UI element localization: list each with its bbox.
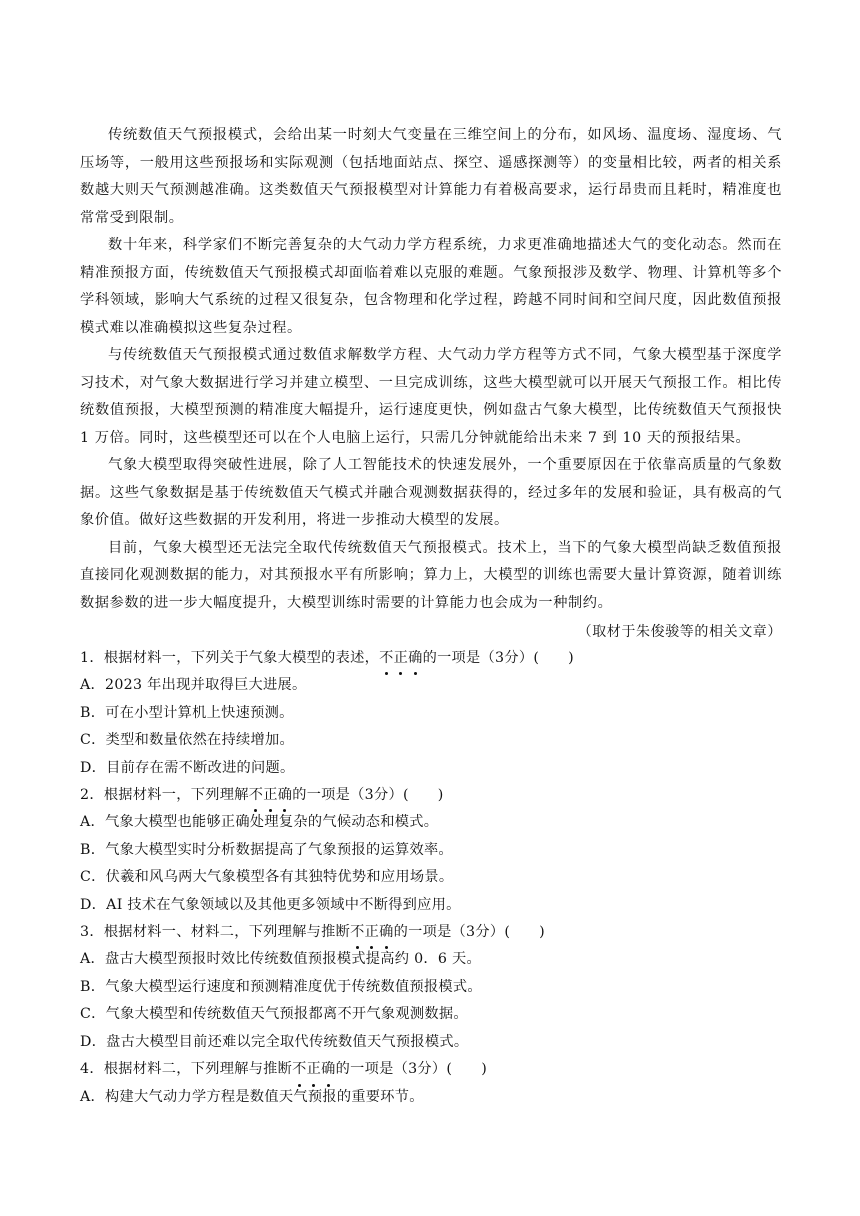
exam-page [80,122,782,1111]
emphasis-char: 确 [379,919,394,946]
option-c: C．伏羲和风乌两大气象模型各有其独特优势和应用场景。 [80,869,454,886]
question-stem-tail: 的一项是（3分）( ) [335,1061,488,1078]
emphasis-char: 不 [350,919,365,946]
passage-paragraph-4: 气象大模型取得突破性进展，除了人工智能技术的快速发展外，一个重要原因在于依靠高质量的气象数据。这些气象数据是基于传统数值天气模式并融合观测数据获得的，经过多年的发展和验证，具有极高的气象价值。做好这些数据的开发利用，将进一步推动大模型的发展。 [80,457,782,528]
option-a: A．盘古大模型预报时效比传统数值预报模式提高约 0．6 天。 [80,951,482,968]
emphasis-char: 正 [263,782,278,809]
source-citation: （取材于朱俊骏等的相关文章） [577,624,782,640]
passage-paragraph-3: 与传统数值天气预报模式通过数值求解数学方程、大气动力学方程等方式不同，气象大模型基于深度学习技术，对气象大数据进行学习并建立模型、一旦完成训练，这些大模型就可以开展天气预报工作。相比传统数值预报，大模型预测的精准度大幅提升，运行速度更快，例如盘古气象大模型，比传统数值天气预报快 1 万倍。同时，这些模型还可以在个人电脑上运行，只需几分钟就能给出未来 7 到 10 天的预报结果。 [80,347,782,446]
option-d: D．目前存在需不断改进的问题。 [80,759,295,776]
question-1 [80,645,782,782]
option-a: A．气象大模型也能够正确处理复杂的气候动态和模式。 [80,814,439,831]
emphasis-char: 确 [321,1056,336,1083]
option-b: B．气象大模型实时分析数据提高了气象预报的运算效率。 [80,841,453,858]
emphasis-char: 正 [394,645,409,672]
question-stem [80,1056,782,1083]
option-d: D．AI 技术在气象领域以及其他更多领域中不断得到应用。 [80,896,461,913]
question-stem-tail: 的一项是（3分）( ) [422,650,574,666]
question-2 [80,782,782,919]
option-c: C．类型和数量依然在持续增加。 [80,732,294,749]
option-b: B．可在小型计算机上快速预测。 [80,704,294,721]
question-stem-text: 1．根据材料一，下列关于气象大模型的表述， [80,650,380,666]
question-stem-text: 2．根据材料一，下列理解 [80,787,249,804]
question-3 [80,919,782,1056]
emphasis-char: 正 [365,919,380,946]
passage-paragraph-5: 目前，气象大模型还无法完全取代传统数值天气预报模式。技术上，当下的气象大模型尚缺乏数值预报直接同化观测数据的能力，对其预报水平有所影响；算力上，大模型的训练也需要大量计算资源，随着训练数据参数的进一步大幅度提升，大模型训练时需要的计算能力也会成为一种制约。 [80,539,782,611]
question-stem-text: 3．根据材料一、材料二，下列理解与推断 [80,924,351,941]
reading-passage [80,122,782,645]
question-stem-tail: 的一项是（3分）( ) [393,924,545,941]
question-stem [80,645,782,672]
question-stem-tail: 的一项是（3分）( ) [292,787,444,804]
option-a: A．构建大气动力学方程是数值天气预报的重要环节。 [80,1088,424,1105]
option-a: A．2023 年出现并取得巨大进展。 [80,677,307,694]
question-stem [80,919,782,946]
option-d: D．盘古大模型目前还难以完全取代传统数值天气预报模式。 [80,1033,469,1050]
emphasis-char: 确 [408,645,423,672]
question-stem-text: 4．根据材料二，下列理解与推断 [80,1061,293,1078]
question-4 [80,1056,782,1111]
emphasis-char: 不 [249,782,264,809]
option-c: C．气象大模型和传统数值天气预报都离不开气象观测数据。 [80,1006,468,1023]
passage-paragraph-2: 数十年来，科学家们不断完善复杂的大气动力学方程系统，力求更准确地描述大气的变化动态。然而在精准预报方面，传统数值天气预报模式却面临着难以克服的难题。气象预报涉及数学、物理、计算机等多个学科领域，影响大气系统的过程又很复杂，包含物理和化学过程，跨越不同时间和空间尺度，因此数值预报模式难以准确模拟这些复杂过程。 [80,237,782,336]
option-b: B．气象大模型运行速度和预测精准度优于传统数值预报模式。 [80,978,482,995]
emphasis-char: 正 [307,1056,322,1083]
passage-paragraph-1: 传统数值天气预报模式，会给出某一时刻大气变量在三维空间上的分布，如风场、温度场、湿度场、气压场等，一般用这些预报场和实际观测（包括地面站点、探空、遥感探测等）的变量相比较，两者的相关系数越大则天气预测越准确。这类数值天气预报模型对计算能力有着极高要求，运行昂贵而且耗时，精准度也常常受到限制。 [80,127,782,226]
emphasis-char: 不 [292,1056,307,1083]
question-stem [80,782,782,809]
emphasis-char: 不 [379,645,394,672]
emphasis-char: 确 [278,782,293,809]
